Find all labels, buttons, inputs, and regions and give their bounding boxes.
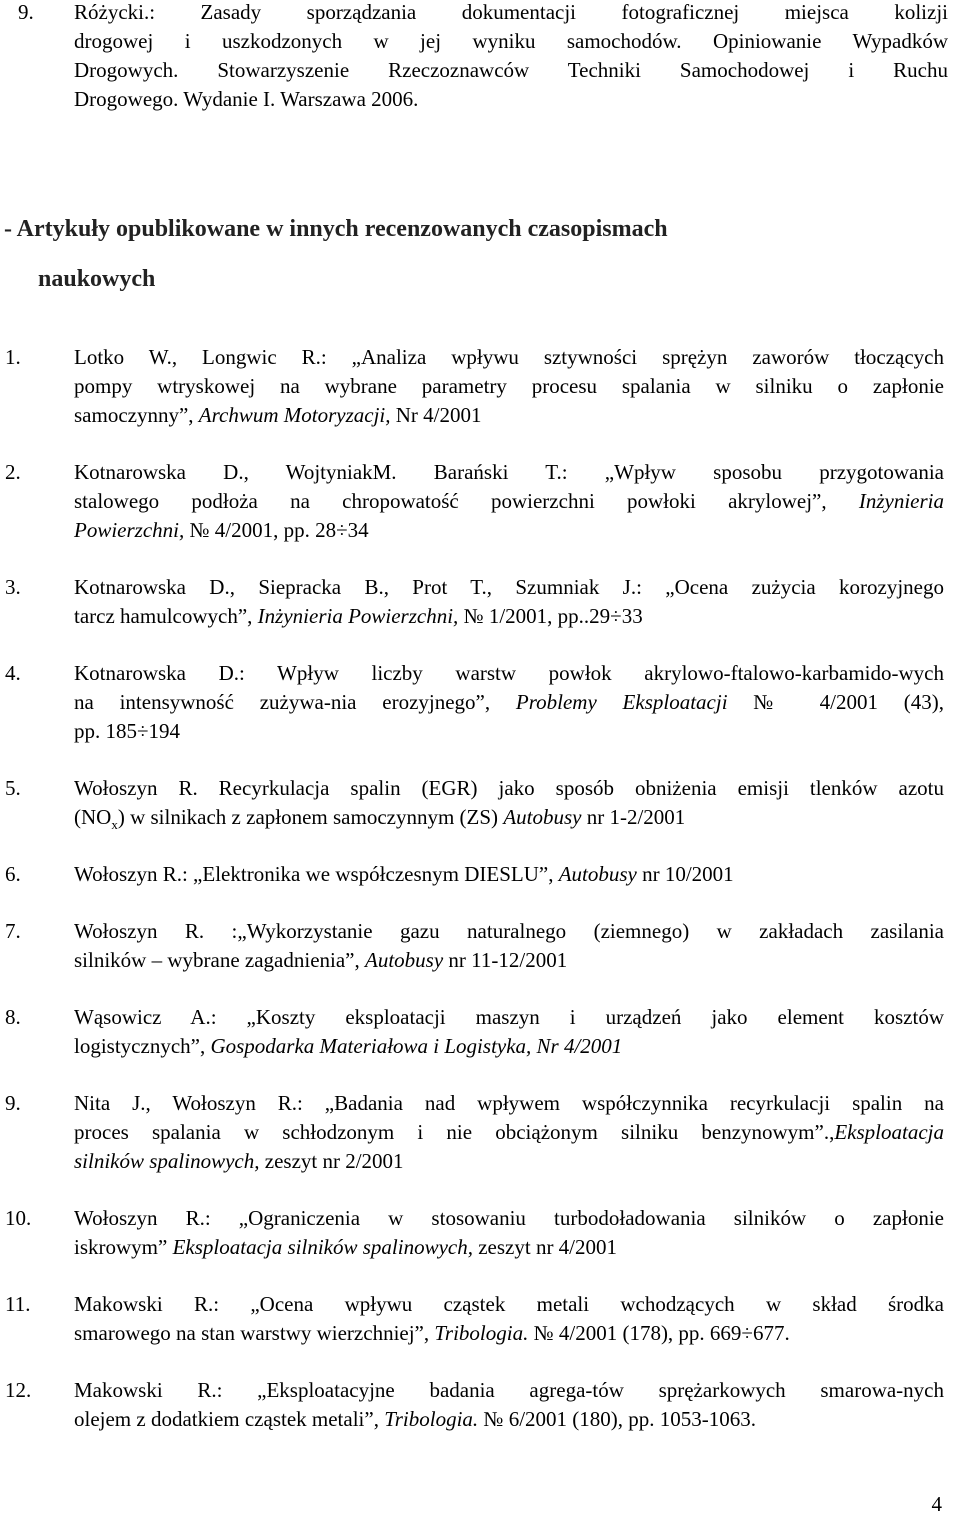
entry-line	[74, 602, 944, 631]
journal-title: Eksploatacja	[834, 1120, 944, 1144]
entry-line: pp. 185÷194	[74, 719, 181, 743]
entry-number: 10.	[5, 1206, 32, 1230]
entry-line: pompy wtryskowej na wybrane parametry procesu spalania w silniku o zapłonie	[74, 374, 944, 398]
entry-line: Różycki.: Zasady sporządzania dokumentacji fotograficznej miejsca kolizji	[74, 0, 948, 24]
journal-title: Autobusy	[503, 805, 582, 829]
journal-title: Gospodarka Materiałowa i Logistyka, Nr 4/2001	[210, 1034, 623, 1058]
entry-text-segment: tarcz hamulcowych”,	[74, 604, 258, 628]
entry-text	[74, 343, 944, 430]
entry-number: 11.	[5, 1292, 31, 1316]
entry-text-segment: logistycznych”,	[74, 1034, 211, 1058]
journal-title: Tribologia.	[434, 1321, 529, 1345]
journal-title: Inżynieria Powierzchni,	[257, 604, 459, 628]
entry-line: Wołoszyn R. Recyrkulacja spalin (EGR) jako sposób obniżenia emisji tlenków azotu	[74, 776, 944, 800]
entry-text-segment: na intensywność zużywa-nia erozyjnego”,	[74, 690, 516, 714]
entry-text-segment: nr 1-2/2001	[581, 805, 686, 829]
entry-line: Wołoszyn R.: „Ograniczenia w stosowaniu turbodoładowania silników o zapłonie	[74, 1206, 944, 1230]
entry-number: 3.	[5, 575, 21, 599]
entry-text-segment: stalowego podłoża na chropowatość powierzchni powłoki akrylowej”,	[74, 489, 859, 513]
entry-text-segment: olejem z dodatkiem cząstek metali”,	[74, 1407, 385, 1431]
entry-text-segment: № 4/2001 (43),	[727, 690, 945, 714]
entry-text	[74, 860, 944, 889]
journal-title: Autobusy	[558, 862, 637, 886]
entry-line: Kotnarowska D.: Wpływ liczby warstw powłok akrylowo-ftalowo-karbamido-wych	[74, 661, 944, 685]
entry-text-segment: ) w silnikach z zapłonem samoczynnym (ZS)	[117, 805, 504, 829]
entry-line: Nita J., Wołoszyn R.: „Badania nad wpływem współczynnika recyrkulacji spalin na	[74, 1091, 944, 1115]
entry-line	[74, 401, 944, 430]
journal-title: silników spalinowych,	[74, 1149, 260, 1173]
entry-text-segment: zeszyt nr 2/2001	[259, 1149, 404, 1173]
journal-title: Powierzchni,	[74, 518, 185, 542]
entry-line: Drogowych. Stowarzyszenie Rzeczoznawców Techniki Samochodowej i Ruchu	[74, 58, 948, 82]
entry-text	[74, 0, 948, 114]
entry-line: Makowski R.: „Eksploatacyjne badania agrega-tów sprężarkowych smarowa-nych	[74, 1378, 944, 1402]
entry-text-segment: samoczynny”,	[74, 403, 199, 427]
section-heading-line: naukowych	[38, 266, 156, 292]
journal-title: Archwum Motoryzacji,	[198, 403, 391, 427]
journal-title: Inżynieria	[858, 489, 944, 513]
entry-number: 1.	[5, 345, 21, 369]
entry-line	[74, 860, 944, 889]
entry-line	[74, 688, 944, 717]
entry-text-segment: № 4/2001, pp. 28÷34	[184, 518, 369, 542]
entry-text	[74, 917, 944, 975]
entry-text-segment: iskrowym”	[74, 1235, 173, 1259]
entry-number: 8.	[5, 1005, 21, 1029]
entry-text	[74, 458, 944, 545]
entry-text-segment: silników – wybrane zagadnienia”,	[74, 948, 365, 972]
journal-title: Eksploatacja silników spalinowych,	[172, 1235, 473, 1259]
entry-line: Drogowego. Wydanie I. Warszawa 2006.	[74, 87, 419, 111]
entry-text	[74, 1290, 944, 1348]
entry-line: Wołoszyn R. :„Wykorzystanie gazu naturalnego (ziemnego) w zakładach zasilania	[74, 919, 944, 943]
entry-number: 6.	[5, 862, 21, 886]
entry-text	[74, 1204, 944, 1262]
entry-line	[74, 1319, 944, 1348]
journal-title: Problemy Eksploatacji	[515, 690, 728, 714]
entry-text	[74, 659, 944, 746]
entry-line: Wąsowicz A.: „Koszty eksploatacji maszyn i urządzeń jako element kosztów	[74, 1005, 944, 1029]
entry-number: 5.	[5, 776, 21, 800]
entry-line	[74, 1032, 944, 1061]
journal-title: Autobusy	[365, 948, 444, 972]
entry-text-segment: Wołoszyn R.: „Elektronika we współczesnym DIESLU”,	[74, 862, 559, 886]
entry-text-segment: Nr 4/2001	[390, 403, 482, 427]
entry-text	[74, 1003, 944, 1061]
entry-line	[74, 1118, 944, 1147]
entry-number: 7.	[5, 919, 21, 943]
entry-text-segment: nr 11-12/2001	[443, 948, 568, 972]
journal-title: Tribologia.	[384, 1407, 479, 1431]
entry-text-segment: № 4/2001 (178), pp. 669÷677.	[528, 1321, 790, 1345]
entry-line: Lotko W., Longwic R.: „Analiza wpływu sztywności sprężyn zaworów tłoczących	[74, 345, 944, 369]
entry-text	[74, 1376, 944, 1434]
entry-text-segment: (NO	[74, 805, 112, 829]
entry-line	[74, 1233, 944, 1262]
entry-text-segment: nr 10/2001	[636, 862, 734, 886]
entry-line: Makowski R.: „Ocena wpływu cząstek metali wchodzących w skład środka	[74, 1292, 944, 1316]
entry-line	[74, 1405, 944, 1434]
section-heading-line: - Artykuły opublikowane w innych recenzowanych czasopismach	[4, 216, 668, 242]
entry-line: drogowej i uszkodzonych w jej wyniku samochodów. Opiniowanie Wypadków	[74, 29, 948, 53]
entry-number: 4.	[5, 661, 21, 685]
entry-text	[74, 774, 944, 832]
entry-line	[74, 516, 944, 545]
entry-line	[74, 803, 944, 832]
entry-text-segment: № 1/2001, pp..29÷33	[458, 604, 643, 628]
page-number: 4	[931, 1492, 942, 1516]
entry-line	[74, 946, 944, 975]
entry-number: 9.	[5, 1091, 21, 1115]
entry-number: 9.	[18, 0, 34, 24]
entry-text	[74, 573, 944, 631]
entry-text-segment: zeszyt nr 4/2001	[472, 1235, 618, 1259]
entry-line: Kotnarowska D., Siepracka B., Prot T., Szumniak J.: „Ocena zużycia korozyjnego	[74, 575, 944, 599]
entry-line	[74, 487, 944, 516]
entry-text	[74, 1089, 944, 1176]
entry-text-segment: № 6/2001 (180), pp. 1053-1063.	[478, 1407, 757, 1431]
section-heading	[4, 214, 668, 292]
entry-number: 2.	[5, 460, 21, 484]
entry-number: 12.	[5, 1378, 32, 1402]
entry-text-segment: proces spalania w schłodzonym i nie obciążonym silniku benzynowym”.,	[74, 1120, 835, 1144]
entry-line: Kotnarowska D., WojtyniakM. Barański T.: „Wpływ sposobu przygotowania	[74, 460, 944, 484]
entry-line	[74, 1147, 944, 1176]
subscript: x	[111, 817, 118, 833]
entry-text-segment: smarowego na stan warstwy wierzchniej”,	[74, 1321, 435, 1345]
